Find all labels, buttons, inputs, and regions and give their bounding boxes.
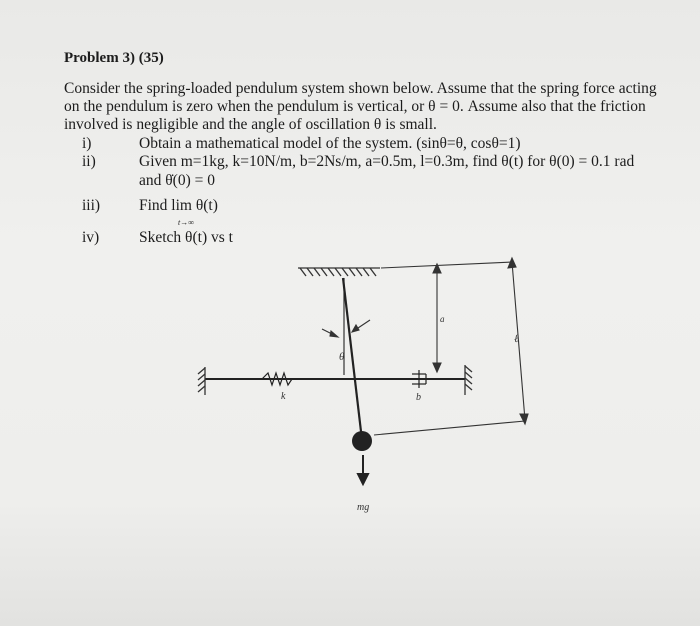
item-3-text: Find lim θ(t) (139, 197, 218, 214)
limit-subscript: t→∞ (178, 218, 194, 227)
spring-k-label: k (281, 391, 286, 402)
item-3-number: iii) (82, 197, 101, 214)
pendulum-rod (343, 278, 362, 440)
pendulum-bob (352, 431, 372, 451)
problem-intro: Consider the spring-loaded pendulum system shown below. Assume that the spring force acting on the pendulum is zero when the pendulum is vertical, or θ = 0. Assume also that the friction involved is negligible and the angle of oscillation θ is small. (64, 80, 657, 133)
ceiling-hatching (298, 268, 380, 276)
item-2-text: Given m=1kg, k=10N/m, b=2Ns/m, a=0.5m, l=0.3m, find θ(t) for θ(0) = 0.1 rad (139, 153, 635, 170)
item-4-number: iv) (82, 229, 100, 246)
item-1-number: i) (82, 135, 92, 152)
left-wall-hatching (198, 367, 205, 395)
theta-angle-arrows (322, 320, 370, 337)
gravity-arrow (358, 455, 368, 484)
gravity-mg-label: mg (357, 502, 370, 513)
dimension-a (381, 262, 512, 372)
item-1-text: Obtain a mathematical model of the system. (sinθ=θ, cosθ=1) (139, 135, 521, 152)
damper-b-label: b (416, 392, 421, 403)
dimension-l-label: ℓ (514, 333, 519, 345)
dimension-l (374, 258, 528, 435)
item-2-continuation: and θ̇(0) = 0 (139, 172, 215, 189)
dimension-a-label: a (440, 314, 445, 324)
theta-label: θ (339, 351, 345, 363)
item-2-number: ii) (82, 153, 96, 170)
right-wall-hatching (465, 365, 472, 395)
item-4-text: Sketch θ(t) vs t (139, 229, 233, 246)
problem-title: Problem 3) (35) (64, 50, 164, 66)
